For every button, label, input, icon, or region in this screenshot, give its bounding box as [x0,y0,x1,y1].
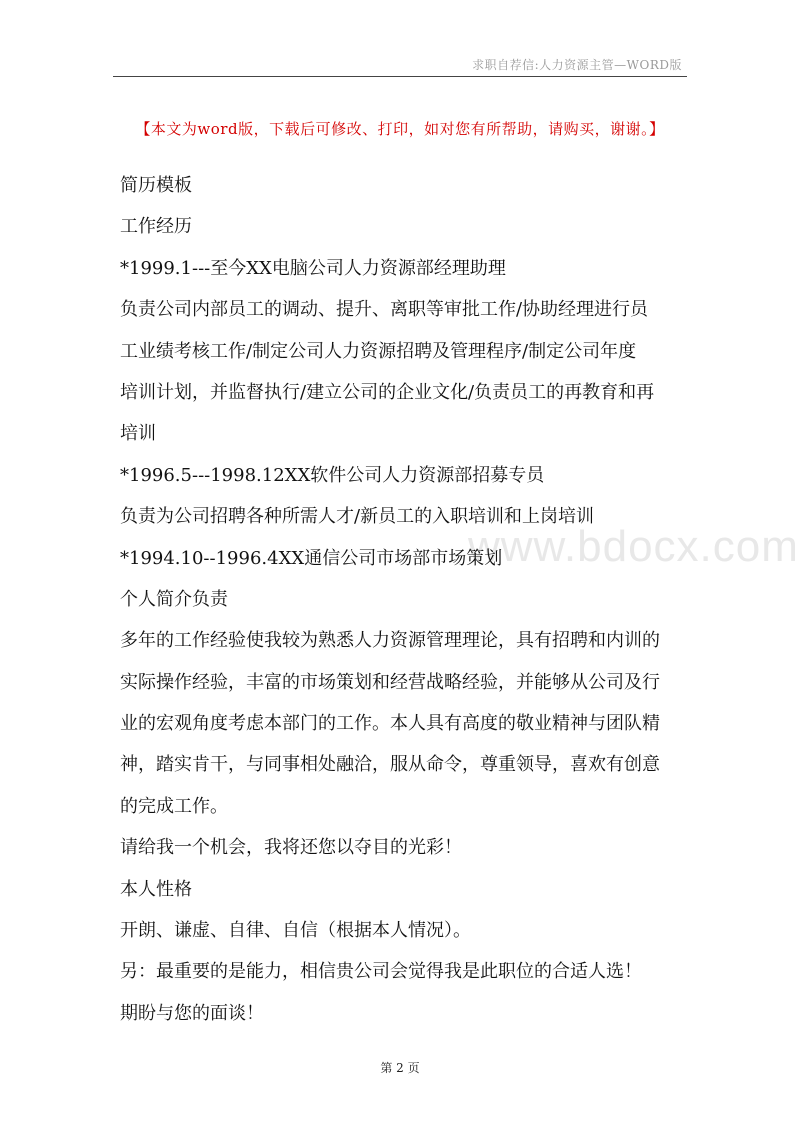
section-heading-personality: 本人性格 [120,878,192,900]
paragraph-line: 负责为公司招聘各种所需人才/新员工的入职培训和上岗培训 [120,506,595,528]
section-heading-work-experience: 工作经历 [120,216,192,238]
paragraph-line: 多年的工作经验使我较为熟悉人力资源管理理论，具有招聘和内训的 [120,630,660,652]
section-heading-resume-template: 简历模板 [120,175,192,196]
page-header-title: 求职自荐信:人力资源主管—WORD版 [472,58,682,72]
purchase-notice: 【本文为word版，下载后可修改、打印，如对您有所帮助，请购买，谢谢。】 [135,120,665,138]
document-body [120,165,690,1034]
experience-entry-1996: *1996.5---1998.12XX软件公司人力资源部招募专员 [120,464,545,486]
paragraph-line: 另：最重要的是能力，相信贵公司会觉得我是此职位的合适人选！ [120,961,642,983]
paragraph-line: 实际操作经验，丰富的市场策划和经营战略经验，并能够从公司及行 [120,671,660,693]
paragraph-line: 培训计划，并监督执行/建立公司的企业文化/负责员工的再教育和再 [120,381,655,403]
section-heading-profile: 个人简介负责 [120,588,228,610]
paragraph-line: 工业绩考核工作/制定公司人力资源招聘及管理程序/制定公司年度 [120,340,637,362]
watermark: www.bdocx.com [468,522,799,571]
paragraph-line: 神，踏实肯干，与同事相处融洽，服从命令，尊重领导，喜欢有创意 [120,754,660,776]
paragraph-line: 负责公司内部员工的调动、提升、离职等审批工作/协助经理进行员 [120,299,649,321]
page-number: 第 2 页 [380,1061,420,1075]
experience-entry-1999: *1999.1---至今XX电脑公司人力资源部经理助理 [120,257,506,279]
paragraph-line: 开朗、谦虚、自律、自信（根据本人情况）。 [120,920,471,942]
experience-entry-1994: *1994.10--1996.4XX通信公司市场部市场策划 [120,547,503,569]
paragraph-line: 的完成工作。 [120,795,228,817]
header-divider [113,76,687,77]
paragraph-line: 培训 [120,423,156,445]
paragraph-line: 请给我一个机会，我将还您以夺目的光彩！ [120,837,462,859]
paragraph-line: 期盼与您的面谈！ [120,1002,264,1024]
paragraph-line: 业的宏观角度考虑本部门的工作。本人具有高度的敬业精神与团队精 [120,713,660,735]
